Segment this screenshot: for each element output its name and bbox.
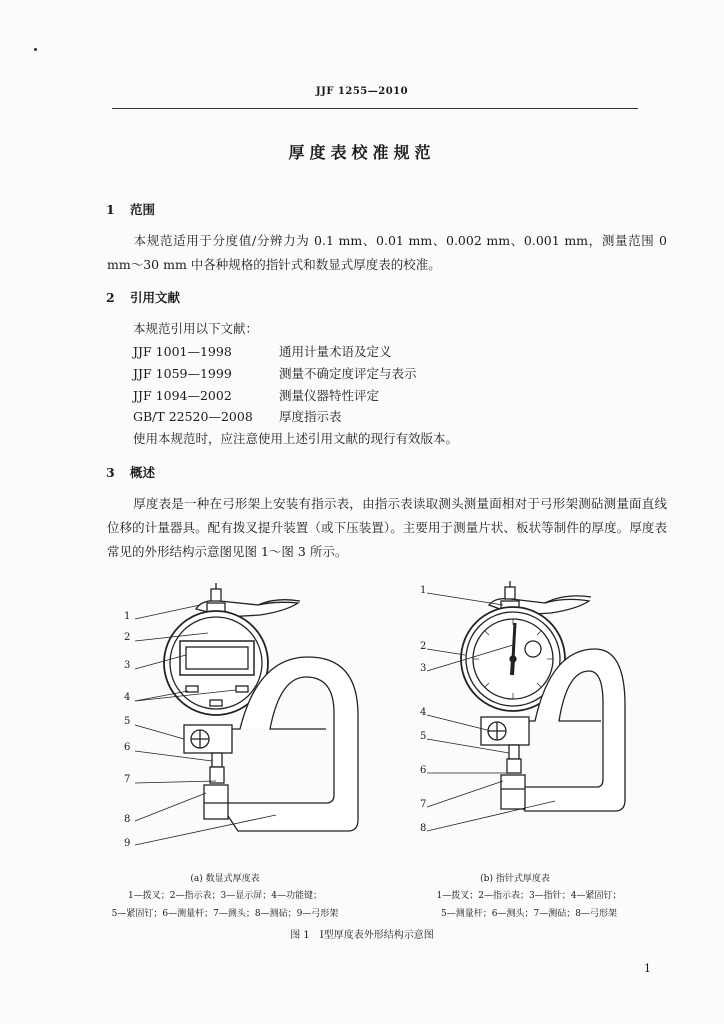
- figure-title: 图 1 Ⅰ型厚度表外形结构示意图: [290, 930, 434, 941]
- reference-item: JJF 1059—1999 测量不确定度评定与表示: [133, 366, 417, 381]
- callout-b-1: 1: [420, 585, 427, 596]
- callout-b-5: 5: [420, 731, 427, 742]
- legend-a-line1: 1—拨叉；2—指示表；3—显示屏；4—功能键；: [128, 891, 322, 901]
- section-2-title: 引用文献: [130, 290, 181, 305]
- callout-a-2: 2: [124, 632, 131, 643]
- callout-b-6: 6: [420, 765, 427, 776]
- reference-item: JJF 1094—2002 测量仪器特性评定: [133, 388, 380, 403]
- callout-a-9: 9: [124, 838, 131, 849]
- reference-item: JJF 1001—1998 通用计量术语及定义: [133, 344, 392, 359]
- section-1-heading: [106, 200, 155, 218]
- section-1-number: 1: [106, 202, 115, 217]
- section-2-heading: [106, 288, 180, 306]
- section-3-text: 厚度表是一种在弓形架上安装有指示表，由指示表读取测头测量面相对于弓形架测砧测量面直线位移的计量器具。配有拨叉提升装置（或下压装置）。主要用于测量片状、板状等制件的厚度。厚度表常见的外形结构示意图见图 1～图 3 所示。: [107, 496, 667, 559]
- section-3-number: 3: [106, 465, 115, 480]
- figure-a-digital-gauge: [100, 575, 375, 870]
- section-3-heading: [106, 463, 155, 481]
- callout-a-6: 6: [124, 742, 131, 753]
- callout-b-7: 7: [420, 799, 427, 810]
- callout-a-8: 8: [124, 814, 131, 825]
- callout-a-7: 7: [124, 774, 131, 785]
- callout-a-5: 5: [124, 716, 131, 727]
- page-header: JJF 1255—2010: [315, 86, 409, 97]
- legend-a-line2: 5—紧固钉；6—测量杆；7—测头；8—测砧；9—弓形架: [111, 909, 339, 919]
- callout-a-3: 3: [124, 660, 131, 671]
- callout-b-3: 3: [420, 663, 427, 674]
- callout-a-1: 1: [124, 611, 131, 622]
- references-note: 使用本规范时，应注意使用上述引用文献的现行有效版本。: [133, 431, 459, 446]
- caption-b: (b) 指针式厚度表: [480, 874, 550, 884]
- callout-a-4: 4: [124, 692, 131, 703]
- caption-a: (a) 数显式厚度表: [190, 874, 260, 884]
- section-3-title: 概述: [130, 465, 156, 480]
- section-2-number: 2: [106, 290, 115, 305]
- figure-b-dial-gauge: [405, 575, 630, 865]
- legend-b-line2: 5—测量杆；6—测头；7—测砧；8—弓形架: [441, 909, 617, 919]
- document-title: 厚度表校准规范: [288, 143, 436, 162]
- section-1-text: 本规范适用于分度值/分辨力为 0.1 mm、0.01 mm、0.002 mm、0.001 mm，测量范围 0 mm～30 mm 中各种规格的指针式和数显式厚度表的校准。: [107, 233, 667, 272]
- header-rule: [112, 108, 638, 109]
- legend-b-line1: 1—拨叉；2—指示表；3—指针；4—紧固钉；: [436, 891, 622, 901]
- scan-speck: [34, 48, 37, 51]
- callout-b-2: 2: [420, 641, 427, 652]
- references-intro: 本规范引用以下文献：: [133, 321, 259, 336]
- page-number: 1: [644, 962, 651, 975]
- callout-b-8: 8: [420, 823, 427, 834]
- reference-item: GB/T 22520—2008 厚度指示表: [133, 409, 342, 424]
- section-1-title: 范围: [130, 202, 156, 217]
- callout-b-4: 4: [420, 707, 427, 718]
